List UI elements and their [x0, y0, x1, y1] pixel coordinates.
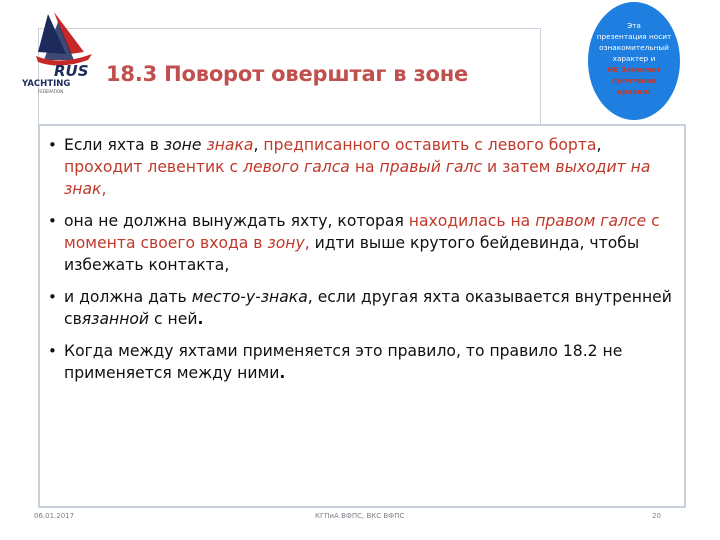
bullet-text: правом галсе — [535, 212, 647, 230]
bullet-text: зоне — [163, 136, 207, 154]
logo-subtitle: YACHTING — [22, 79, 71, 89]
bullet-item — [48, 286, 678, 330]
bullet-text: проходит левентик с — [64, 158, 244, 176]
bullet-text: , — [304, 234, 310, 252]
bullet-text: знака — [206, 136, 254, 154]
slide-title: 18.3 Поворот оверштаг в зоне — [106, 62, 469, 86]
footer-date: 06.01.2017 — [34, 512, 75, 520]
frame-right-line — [540, 28, 541, 124]
logo-name: RUS — [54, 62, 89, 80]
bullet-text: с момента своего входа в — [64, 212, 660, 252]
bullet-item — [48, 134, 678, 200]
bullet-text: находилась на — [408, 212, 536, 230]
bullet-list — [48, 134, 678, 394]
badge-line: характер и — [612, 54, 656, 63]
bullet-text: выходит на знак — [64, 158, 651, 198]
bullet-text: язанной — [81, 310, 150, 328]
frame-top-line — [38, 28, 540, 29]
footer-center: КГПиА ВФПС, ВКС ВФПС — [315, 512, 405, 520]
bullet-text: место-у-знака — [191, 288, 308, 306]
bullet-text: . — [279, 364, 286, 382]
badge-line: Эта — [627, 21, 641, 30]
badge-warning: правил! — [617, 87, 651, 96]
bullet-text: , — [253, 136, 264, 154]
bullet-text: и должна дать — [64, 288, 192, 306]
bullet-text: Если яхта в — [64, 136, 164, 154]
bullet-text: идти выше крутого бейдевинда, чтобы избежать контакта, — [64, 234, 640, 274]
bullet-text: с ней — [149, 310, 198, 328]
bullet-text: , если другая яхта оказывается внутренней св — [64, 288, 672, 328]
badge-line: ознакомительный — [599, 43, 669, 52]
bullet-text: предписанного оставить с левого борта — [263, 136, 597, 154]
footer-page-number: 20 — [652, 512, 661, 520]
badge-warning: прочтения — [611, 76, 657, 85]
bullet-item — [48, 340, 678, 384]
disclaimer-badge — [588, 2, 680, 120]
badge-warning: НЕ Заменяет — [607, 65, 661, 74]
bullet-text: Когда между яхтами применяется это правило, то правило 18.2 не применяется между ними — [64, 342, 623, 382]
bullet-text: и затем — [487, 158, 556, 176]
bullet-text: левого галса — [243, 158, 355, 176]
bullet-text: правый галс — [379, 158, 488, 176]
bullet-text: она не должна вынуждать яхту, которая — [64, 212, 409, 230]
bullet-text: . — [197, 310, 204, 328]
bullet-text: , — [101, 180, 107, 198]
rus-yachting-logo — [8, 8, 112, 96]
bullet-text: , — [596, 136, 602, 154]
bullet-text: зону — [267, 234, 305, 252]
badge-line: презентация носит — [596, 32, 672, 41]
bullet-item — [48, 210, 678, 276]
bullet-text: на — [354, 158, 380, 176]
logo-caption: FEDERATION — [38, 89, 64, 94]
